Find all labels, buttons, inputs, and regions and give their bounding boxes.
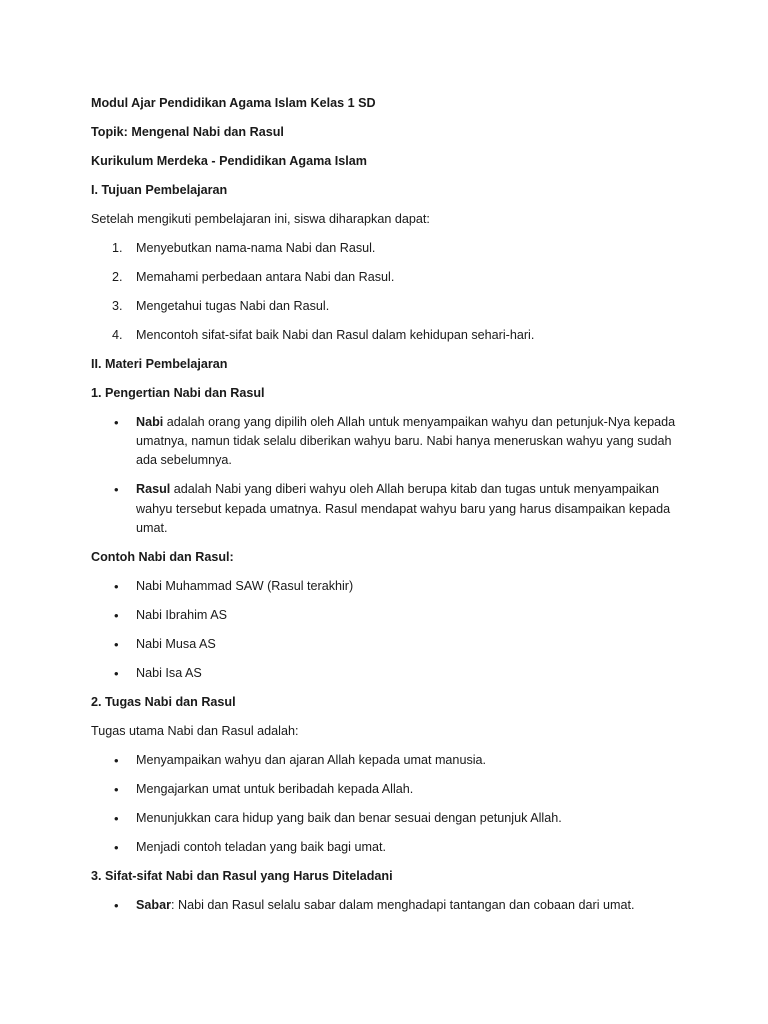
- subsection-intro-tugas: Tugas utama Nabi dan Rasul adalah:: [91, 723, 299, 738]
- list-item-text: Nabi Muhammad SAW (Rasul terakhir): [136, 578, 354, 593]
- bullet-icon: •: [114, 810, 119, 826]
- pengertian-list: [91, 413, 678, 538]
- bullet-icon: •: [114, 578, 119, 594]
- list-item-text: Menjadi contoh teladan yang baik bagi umat.: [136, 839, 386, 854]
- document-topic: Topik: Mengenal Nabi dan Rasul: [91, 125, 284, 139]
- section-intro-tujuan: Setelah mengikuti pembelajaran ini, siswa diharapkan dapat:: [91, 212, 430, 226]
- list-item: [91, 635, 678, 654]
- bullet-icon: •: [114, 482, 119, 498]
- subsection-heading-tugas: 2. Tugas Nabi dan Rasul: [91, 694, 236, 709]
- subsection-heading-sifat: 3. Sifat-sifat Nabi dan Rasul yang Harus Diteladani: [91, 868, 393, 883]
- term-definition: : Nabi dan Rasul selalu sabar dalam menghadapi tantangan dan cobaan dari umat.: [171, 897, 635, 912]
- term-definition: adalah orang yang dipilih oleh Allah untuk menyampaikan wahyu dan petunjuk-Nya kepada umatnya, namun tidak selalu diberikan wahyu baru. Nabi hanya meneruskan wahyu yang sudah ada sebelumnya.: [136, 415, 676, 468]
- list-item: [91, 896, 678, 915]
- list-number: 3.: [112, 299, 123, 313]
- list-item-text: Menyampaikan wahyu dan ajaran Allah kepada umat manusia.: [136, 752, 487, 767]
- list-item: [91, 480, 678, 538]
- list-number: 1.: [112, 241, 123, 255]
- list-item: [91, 606, 678, 625]
- tugas-list: [91, 751, 678, 857]
- list-item-text: Memahami perbedaan antara Nabi dan Rasul.: [136, 270, 395, 284]
- sifat-list: [91, 896, 678, 915]
- list-item-text: Mencontoh sifat-sifat baik Nabi dan Rasul dalam kehidupan sehari-hari.: [136, 328, 535, 342]
- bullet-icon: •: [114, 897, 119, 913]
- list-item: [91, 780, 678, 799]
- list-item: [91, 664, 678, 683]
- list-item: [91, 326, 678, 345]
- list-item: [91, 239, 678, 258]
- list-number: 2.: [112, 270, 123, 284]
- section-heading-tujuan: I. Tujuan Pembelajaran: [91, 183, 228, 197]
- list-item: [91, 268, 678, 287]
- list-item: [91, 577, 678, 596]
- term-definition: adalah Nabi yang diberi wahyu oleh Allah berupa kitab dan tugas untuk menyampaikan wahyu tersebut kepada umatnya. Rasul mendapat wahyu baru yang harus disampaikan kepada umat.: [136, 482, 671, 535]
- term-label: Nabi: [136, 415, 164, 429]
- list-number: 4.: [112, 328, 123, 342]
- list-item: [91, 297, 678, 316]
- list-item-text: Menunjukkan cara hidup yang baik dan benar sesuai dengan petunjuk Allah.: [136, 810, 562, 825]
- list-item-text: Nabi Isa AS: [136, 665, 202, 680]
- list-item-text: Mengetahui tugas Nabi dan Rasul.: [136, 299, 330, 313]
- bullet-icon: •: [114, 752, 119, 768]
- term-label: Rasul: [136, 482, 171, 497]
- list-item-text: Nabi Musa AS: [136, 636, 216, 651]
- subsection-heading-pengertian: 1. Pengertian Nabi dan Rasul: [91, 386, 265, 400]
- list-item: [91, 751, 678, 770]
- list-item-text: Mengajarkan umat untuk beribadah kepada Allah.: [136, 781, 414, 796]
- bullet-icon: •: [114, 636, 119, 652]
- list-item: [91, 838, 678, 857]
- tujuan-list: [91, 239, 678, 345]
- bullet-icon: •: [114, 781, 119, 797]
- list-item: [91, 413, 678, 471]
- list-item-text: Menyebutkan nama-nama Nabi dan Rasul.: [136, 241, 376, 255]
- bullet-icon: •: [114, 665, 119, 681]
- list-item: [91, 809, 678, 828]
- bullet-icon: •: [114, 607, 119, 623]
- term-label: Sabar: [136, 897, 172, 912]
- bullet-icon: •: [114, 839, 119, 855]
- document-curriculum: Kurikulum Merdeka - Pendidikan Agama Islam: [91, 154, 367, 168]
- contoh-list: [91, 577, 678, 683]
- bullet-icon: •: [114, 415, 119, 430]
- list-item-text: Nabi Ibrahim AS: [136, 607, 227, 622]
- subsection-heading-contoh: Contoh Nabi dan Rasul:: [91, 549, 234, 564]
- document-title: Modul Ajar Pendidikan Agama Islam Kelas 1 SD: [91, 96, 376, 110]
- section-heading-materi: II. Materi Pembelajaran: [91, 357, 228, 371]
